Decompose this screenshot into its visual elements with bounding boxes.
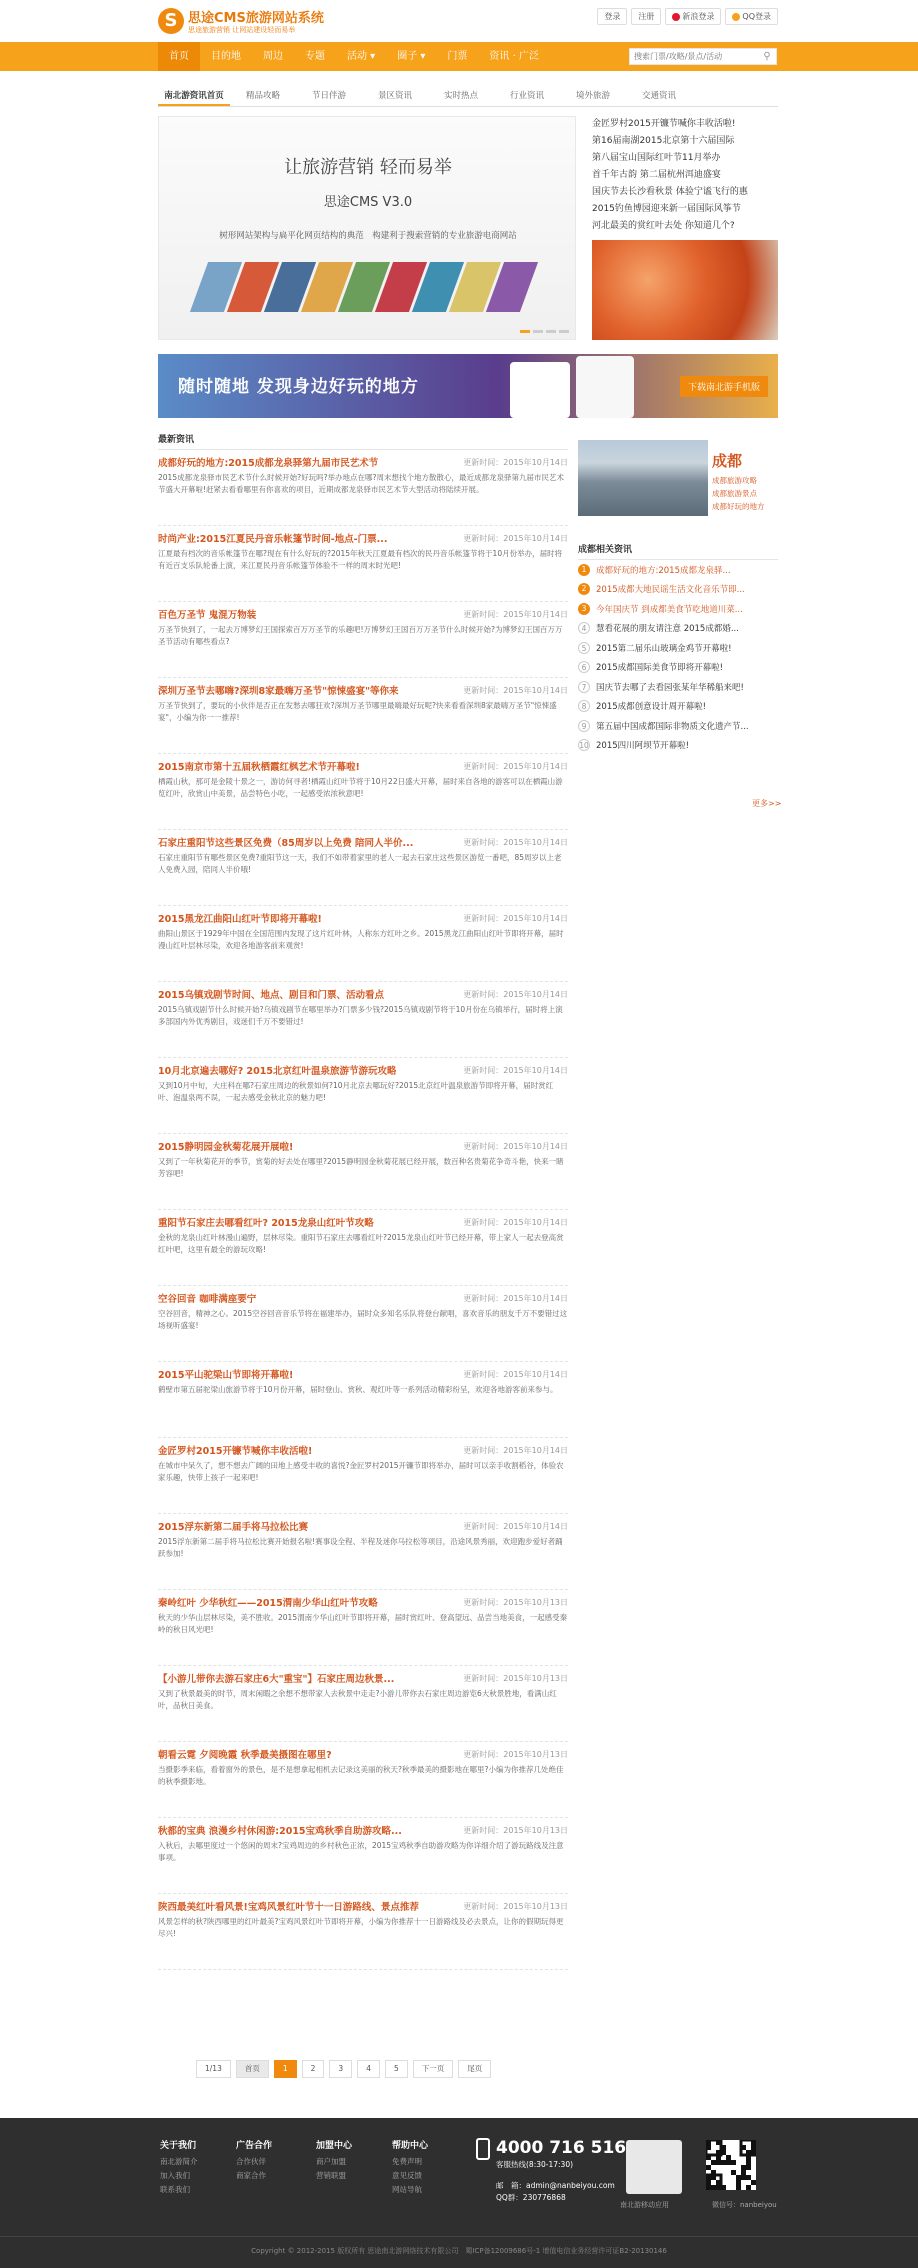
news-item xyxy=(158,1362,568,1438)
news-summary: 2015浮东新第二届手将马拉松比赛开始报名啦!赛事设全程、半程及迷你马拉松等项目，沿途风景秀丽，欢迎跑步爱好者踊跃参加! xyxy=(158,1537,563,1558)
subnav-transport[interactable]: 交通资讯 xyxy=(641,91,676,101)
news-summary: 鹤壁市第五届驼梁山旅游节将于10月份开幕，届时登山、赏秋、观红叶等一系列活动精彩纷呈，欢迎各地游客前来参与。 xyxy=(158,1385,558,1394)
rank-badge: 2 xyxy=(578,583,590,595)
news-title[interactable]: 成都好玩的地方:2015成都龙泉驿第九届市民艺术节 xyxy=(158,458,379,469)
city-name[interactable]: 成都 xyxy=(712,452,743,470)
page-button[interactable]: 1 xyxy=(274,2060,297,2078)
news-date: 更新时间：2015年10月14日 xyxy=(463,1217,568,1227)
footer-link[interactable]: 商家合作 xyxy=(236,2171,266,2180)
news-title[interactable]: 2015乌镇戏剧节时间、地点、剧目和门票、活动看点 xyxy=(158,990,384,1001)
news-item xyxy=(158,982,568,1058)
news-summary: 又到了一年秋菊花开的季节，赏菊的好去处在哪里?2015静明园金秋菊花展已经开展，数百种名贵菊花争奇斗艳，快来一睹芳容吧! xyxy=(158,1157,564,1178)
news-summary: 栖霞山秋，那可是金陵十景之一，游访何寻者!栖霞山红叶节将于10月22日盛大开幕，届时来自各地的游客可以在栖霞山游览红叶，欣赏山中美景，品尝特色小吃，一起感受浓浓秋意吧! xyxy=(158,777,563,798)
banner-tagline: 树形网站架构与扁平化网页结构的典范 构建利于搜索营销的专业旅游电商网站 xyxy=(219,231,517,241)
rank-badge: 5 xyxy=(578,642,590,654)
footer-col-help xyxy=(392,2138,428,2197)
more-link[interactable]: 更多>> xyxy=(752,799,782,808)
logo-text: 思途CMS旅游网站系统 xyxy=(188,11,324,26)
news-date: 更新时间：2015年10月14日 xyxy=(463,685,568,695)
contact-qq: QQ群：230776868 xyxy=(496,2193,566,2202)
footer-link[interactable]: 合作伙伴 xyxy=(236,2157,266,2166)
news-summary: 空谷回音，精神之心。2015空谷回音音乐节将在福建举办，届时众多知名乐队将登台献唱，喜欢音乐的朋友千万不要错过这场视听盛宴! xyxy=(158,1309,568,1330)
footer-col-heading: 关于我们 xyxy=(160,2141,197,2151)
footer-col-heading: 加盟中心 xyxy=(316,2141,353,2151)
news-title[interactable]: 陕西最美红叶看风景!宝鸡风景红叶节十一日游路线、景点推荐 xyxy=(158,1902,419,1913)
news-date: 更新时间：2015年10月14日 xyxy=(463,1521,568,1531)
subnav-overseas[interactable]: 境外旅游 xyxy=(575,91,610,101)
footer-link[interactable]: 意见反馈 xyxy=(392,2171,422,2180)
top-links xyxy=(597,8,778,25)
news-date: 更新时间：2015年10月13日 xyxy=(463,1901,568,1911)
news-summary: 石家庄重阳节有哪些景区免费?重阳节这一天，我们不如带着家里的老人一起去石家庄这些景区游览一番吧，85周岁以上老人免费入园，陪同人半价哦! xyxy=(158,853,562,874)
nav-item-destination[interactable]: 目的地 xyxy=(211,51,241,62)
autumn-leaves-image[interactable] xyxy=(592,240,778,340)
news-date: 更新时间：2015年10月13日 xyxy=(463,1749,568,1759)
subnav-hot[interactable]: 实时热点 xyxy=(443,91,478,101)
news-item-header xyxy=(158,1138,568,1154)
logo-subtitle: 思途旅游营销 让网站建设轻而易举 xyxy=(188,26,296,34)
subnav-scenic[interactable]: 景区资讯 xyxy=(377,91,412,101)
top-news-item[interactable]: 第八届宝山国际红叶节11月举办 xyxy=(592,153,721,163)
rank-badge: 1 xyxy=(578,564,590,576)
top-news-item[interactable]: 国庆节去长沙看秋景 体验宁谧飞行的惠 xyxy=(592,187,748,197)
top-news-item[interactable]: 河北最美的赏红叶去处 你知道几个? xyxy=(592,221,735,231)
news-item-header xyxy=(158,1290,568,1306)
news-item xyxy=(158,906,568,982)
news-item-header xyxy=(158,682,568,698)
news-title[interactable]: 空谷回音 咖啡满座要宁 xyxy=(158,1294,257,1305)
city-link[interactable]: 成都好玩的地方 xyxy=(712,502,765,511)
news-title[interactable]: 2015浮东新第二届手将马拉松比赛 xyxy=(158,1522,308,1533)
banner-headline: 让旅游营销 轻而易举 xyxy=(284,157,452,178)
nav-item-activities[interactable]: 活动 ▾ xyxy=(347,51,376,62)
news-item xyxy=(158,1666,568,1742)
city-link[interactable]: 成都旅游攻略 xyxy=(712,476,757,485)
download-app-button[interactable]: 下载南北游手机版 xyxy=(680,376,768,397)
news-summary: 又到10月中旬，大庄科在哪?石家庄周边的秋景如何?10月北京去哪玩好?2015北京红叶温泉旅游节即将开幕，届时赏红叶、泡温泉两不误，一起去感受金秋北京的魅力吧! xyxy=(158,1081,554,1102)
news-date: 更新时间：2015年10月14日 xyxy=(463,989,568,999)
related-news-item[interactable] xyxy=(578,716,778,736)
footer-link[interactable]: 网站导航 xyxy=(392,2185,422,2194)
page-button[interactable]: 3 xyxy=(329,2060,352,2078)
app-ad-banner[interactable] xyxy=(158,354,778,418)
news-date: 更新时间：2015年10月14日 xyxy=(463,761,568,771)
news-item xyxy=(158,1894,568,1970)
footer-link[interactable]: 联系我们 xyxy=(160,2185,190,2194)
weixin-caption: 微信号：nanbeiyou xyxy=(712,2201,777,2209)
news-item xyxy=(158,526,568,602)
ad-slogan: 随时随地 发现身边好玩的地方 xyxy=(178,377,419,397)
news-summary: 万圣节快到了，要玩的小伙伴是否正在发愁去哪狂欢?深圳万圣节哪里最嗨最好玩呢?快来看看深圳8家最嗨万圣节"惊悚盛宴"，小编为你一一推荐! xyxy=(158,701,557,722)
news-item-header xyxy=(158,1518,568,1534)
news-item-header xyxy=(158,1822,568,1838)
subnav-festivals[interactable]: 节日伴游 xyxy=(311,91,346,101)
news-date: 更新时间：2015年10月13日 xyxy=(463,1597,568,1607)
news-item xyxy=(158,1438,568,1514)
related-news-title: 2015四川阿坝节开幕啦! xyxy=(596,741,690,752)
related-news-title: 慧看花展的朋友请注意 2015成都婚... xyxy=(596,624,739,635)
rank-badge: 10 xyxy=(579,741,589,751)
news-date: 更新时间：2015年10月14日 xyxy=(463,609,568,619)
register-label: 注册 xyxy=(638,12,655,21)
news-title[interactable]: 百色万圣节 鬼混万物装 xyxy=(158,610,257,621)
news-item-header xyxy=(158,1594,568,1610)
related-news-heading: 成都相关资讯 xyxy=(578,542,778,560)
news-item-header xyxy=(158,1898,568,1914)
news-item-header xyxy=(158,1746,568,1762)
news-item xyxy=(158,1818,568,1894)
news-summary: 风景怎样的秋?陕西哪里的红叶最美?宝鸡风景红叶节即将开幕，小编为你推荐十一日游路线及必去景点，让你的假期玩得更尽兴! xyxy=(158,1917,564,1938)
footer-divider xyxy=(0,2236,918,2237)
news-date: 更新时间：2015年10月14日 xyxy=(463,533,568,543)
news-summary: 在城市中呆久了，想不想去广阔的田地上感受丰收的喜悦?金匠罗村2015开镰节即将举办，届时可以亲手收割稻谷，体验农家乐趣，快带上孩子一起来吧! xyxy=(158,1461,564,1482)
banner-pager[interactable] xyxy=(520,330,569,333)
news-summary: 万圣节快到了，一起去万博梦幻王国探索百万万圣节的乐趣吧!万博梦幻王国百万万圣节什么时候开始?为博梦幻王国百万万圣节活动有哪些看点? xyxy=(158,625,563,646)
register-link[interactable] xyxy=(631,8,661,25)
news-date: 更新时间：2015年10月13日 xyxy=(463,1825,568,1835)
news-item xyxy=(158,678,568,754)
page-button[interactable]: 5 xyxy=(385,2060,408,2078)
hotline-number: 4000 716 516 xyxy=(496,2138,627,2158)
news-item xyxy=(158,602,568,678)
subnav-guides[interactable]: 精品攻略 xyxy=(245,91,280,101)
related-news-item[interactable] xyxy=(578,599,778,619)
last-page-button[interactable]: 尾页 xyxy=(458,2060,491,2078)
news-summary: 2015乌镇戏剧节什么时候开始?乌镇戏剧节在哪里举办?门票多少钱?2015乌镇戏剧节将于10月份在乌镇举行，届时将上演多部国内外优秀剧目，戏迷们千万不要错过! xyxy=(158,1005,563,1026)
weixin-qr-code xyxy=(706,2140,756,2190)
related-news-title: 今年国庆节 到成都美食节吃地道川菜... xyxy=(596,604,743,615)
news-item xyxy=(158,1742,568,1818)
news-summary: 秋天的少华山层林尽染，美不胜收。2015渭南少华山红叶节即将开幕，届时赏红叶、登高望远、品尝当地美食，一起感受秦岭的秋日风光吧! xyxy=(158,1613,568,1634)
related-news-title: 2015第二届乐山玻璃金鸡节开幕啦! xyxy=(596,643,732,654)
news-title[interactable]: 2015静明园金秋菊花展开展啦! xyxy=(158,1142,294,1153)
news-item xyxy=(158,754,568,830)
news-summary: 曲阳山景区于1929年中国在全国范围内发现了这片红叶林，人称东方红叶之乡。2015黑龙江曲阳山红叶节即将开幕，届时漫山红叶层林尽染，欢迎各地游客前来观赏! xyxy=(158,929,564,950)
news-item-header xyxy=(158,454,568,470)
news-title[interactable]: 【小游儿带你去游石家庄6大"重宝"】石家庄周边秋景... xyxy=(158,1674,395,1685)
search-icon[interactable]: ⚲ xyxy=(763,51,771,62)
news-item xyxy=(158,1134,568,1210)
top-news-item[interactable]: 首千年古韵 第二届杭州洱迪盛宴 xyxy=(592,170,721,180)
news-item-header xyxy=(158,986,568,1002)
app-caption: 南北游移动应用 xyxy=(620,2201,669,2209)
news-item xyxy=(158,1514,568,1590)
news-item-header xyxy=(158,834,568,850)
city-block xyxy=(578,440,778,518)
news-item xyxy=(158,1590,568,1666)
contact-email[interactable]: 邮 箱：admin@nanbeiyou.com xyxy=(496,2181,615,2190)
nav-item-tickets[interactable]: 门票 xyxy=(447,51,468,62)
city-links xyxy=(712,474,765,513)
news-item-header xyxy=(158,1214,568,1230)
footer-link[interactable]: 免费声明 xyxy=(392,2157,422,2166)
news-title[interactable]: 朝看云霓 夕阅晚霞 秋季最美摄图在哪里? xyxy=(158,1750,332,1761)
news-title[interactable]: 金匠罗村2015开镰节喊你丰收活啦! xyxy=(158,1446,313,1457)
city-image[interactable] xyxy=(578,440,708,516)
phone-icon xyxy=(476,2138,490,2160)
subnav-industry[interactable]: 行业资讯 xyxy=(509,91,544,101)
news-item xyxy=(158,1286,568,1362)
first-page-button[interactable]: 首页 xyxy=(236,2060,269,2078)
news-item-header xyxy=(158,606,568,622)
news-item xyxy=(158,830,568,906)
news-title[interactable]: 重阳节石家庄去哪看红叶? 2015龙泉山红叶节攻略 xyxy=(158,1218,374,1229)
weibo-login-label: 新浪登录 xyxy=(682,12,715,21)
search-box xyxy=(629,48,777,65)
nav-item-nearby[interactable]: 周边 xyxy=(263,51,283,62)
login-link[interactable] xyxy=(597,8,627,25)
related-news-title: 2015成都创意设计周开幕啦! xyxy=(596,702,707,713)
related-news-item[interactable] xyxy=(578,619,778,639)
news-summary: 2015成都龙泉驿市民艺术节什么时候开始?好玩吗?举办地点在哪?周末想找个地方散散心，最近成都龙泉驿第九届市民艺术节盛大开幕啦!赶紧去看看哪里有你喜欢的项目，近期成都龙泉驿市民艺术节大型活动将陆续开展。 xyxy=(158,473,565,494)
news-item xyxy=(158,1210,568,1286)
news-title[interactable]: 2015南京市第十五届秋栖霞红枫艺术节开幕啦! xyxy=(158,762,360,773)
related-news-item[interactable] xyxy=(578,736,778,756)
news-item-header xyxy=(158,1062,568,1078)
footer-col-ads xyxy=(236,2138,272,2183)
news-item xyxy=(158,1058,568,1134)
related-news-title: 成都好玩的地方:2015成都龙泉驿... xyxy=(596,565,731,576)
related-news-item[interactable] xyxy=(578,580,778,600)
rank-badge: 9 xyxy=(578,720,590,732)
news-item-header xyxy=(158,1366,568,1382)
footer-col-heading: 广告合作 xyxy=(236,2141,273,2151)
related-news-item[interactable] xyxy=(578,658,778,678)
news-date: 更新时间：2015年10月14日 xyxy=(463,1445,568,1455)
news-title[interactable]: 2015平山驼梁山节即将开幕啦! xyxy=(158,1370,294,1381)
news-title[interactable]: 石家庄重阳节这些景区免费（85周岁以上免费 陪同人半价... xyxy=(158,838,414,849)
site-logo[interactable] xyxy=(158,6,324,36)
news-date: 更新时间：2015年10月14日 xyxy=(463,913,568,923)
pagination xyxy=(196,2060,491,2078)
weibo-icon xyxy=(672,13,680,21)
footer-col-about xyxy=(160,2138,198,2197)
subnav-news-home[interactable]: 南北游资讯首页 xyxy=(158,87,230,106)
nav-item-home[interactable]: 首页 xyxy=(158,42,200,71)
next-page-button[interactable]: 下一页 xyxy=(413,2060,454,2078)
news-title[interactable]: 时尚产业:2015江夏民丹音乐帐篷节时间-地点-门票... xyxy=(158,534,388,545)
news-summary: 金秋的龙泉山红叶林漫山遍野，层林尽染。重阳节石家庄去哪看红叶?2015龙泉山红叶节已经开幕，带上家人一起去登高赏红叶吧，这里有最全的游玩攻略! xyxy=(158,1233,564,1254)
news-date: 更新时间：2015年10月14日 xyxy=(463,837,568,847)
news-item-header xyxy=(158,530,568,546)
city-link[interactable]: 成都旅游景点 xyxy=(712,489,757,498)
related-news-title: 2015成都国际美食节即将开幕啦! xyxy=(596,663,724,674)
related-news-item[interactable] xyxy=(578,638,778,658)
related-news-item[interactable] xyxy=(578,560,778,580)
news-summary: 江夏最有档次的音乐帐篷节在哪?现在有什么好玩的?2015年秋天江夏最有档次的民丹音乐帐篷节将于10月份举办，届时将有近百支乐队轮番上演，来江夏民丹音乐帐篷节体验不一样的周末时光吧! xyxy=(158,549,563,570)
related-news-title: 国庆节去哪了去看园张某年华稀船来吧! xyxy=(596,682,744,693)
news-title[interactable]: 2015黑龙江曲阳山红叶节即将开幕啦! xyxy=(158,914,322,925)
sub-nav xyxy=(158,87,778,107)
news-date: 更新时间：2015年10月14日 xyxy=(463,457,568,467)
phone-mockup xyxy=(510,362,570,418)
news-summary: 入秋后，去哪里度过一个悠闲的周末?宝鸡周边的乡村秋色正浓，2015宝鸡秋季自助游攻略为你详细介绍了游玩路线及注意事项。 xyxy=(158,1841,564,1862)
copyright: Copyright © 2012-2015 版权所有 思途南北游网络技术有限公司 蜀ICP备12009686号-1 增值电信业务经营许可证B2-20130146 xyxy=(251,2247,667,2255)
news-item-header xyxy=(158,910,568,926)
news-list xyxy=(158,450,568,1970)
news-date: 更新时间：2015年10月14日 xyxy=(463,1369,568,1379)
top-news-item[interactable]: 金匠罗村2015开镰节喊你丰收活啦! xyxy=(592,119,736,129)
news-title[interactable]: 秦岭红叶 少华秋红——2015渭南少华山红叶节攻略 xyxy=(158,1598,378,1609)
related-news-list xyxy=(578,560,778,755)
news-title[interactable]: 秋都的宝典 浪漫乡村休闲游:2015宝鸡秋季自助游攻略... xyxy=(158,1826,402,1837)
news-item-header xyxy=(158,1670,568,1686)
nav-item-news[interactable]: 资讯 · 广泛 xyxy=(489,51,539,62)
news-summary: 当摄影季来临，看着窗外的景色，是不是想拿起相机去记录这美丽的秋天?秋季最美的摄影地在哪里?小编为你推荐几处绝佳的秋季摄影地。 xyxy=(158,1765,564,1786)
rank-badge: 4 xyxy=(578,622,590,634)
banner-product: 思途CMS V3.0 xyxy=(323,195,413,210)
nav-item-circles[interactable]: 圈子 ▾ xyxy=(397,51,426,62)
rank-badge: 6 xyxy=(578,661,590,673)
banner-screenshots xyxy=(190,262,538,312)
footer xyxy=(0,2118,918,2268)
rank-badge: 3 xyxy=(578,603,590,615)
related-news-title: 第五届中国成都国际非物质文化遗产节... xyxy=(596,721,749,732)
news-title[interactable]: 深圳万圣节去哪嗨?深圳8家最嗨万圣节"惊悚盛宴"等你来 xyxy=(158,686,399,697)
top-bar xyxy=(0,0,918,42)
hotline-hours: 客服热线(8:30-17:30) xyxy=(496,2160,574,2169)
news-date: 更新时间：2015年10月13日 xyxy=(463,1673,568,1683)
news-date: 更新时间：2015年10月14日 xyxy=(463,1293,568,1303)
related-news-title: 2015成都大地民谣生活文化音乐节即... xyxy=(596,585,745,596)
page-button[interactable]: 4 xyxy=(357,2060,380,2078)
footer-link[interactable]: 营销联盟 xyxy=(316,2171,346,2180)
weibo-login-link[interactable] xyxy=(665,8,721,25)
page-count: 1/13 xyxy=(196,2060,231,2078)
hero-banner[interactable] xyxy=(158,116,576,340)
footer-link[interactable]: 加入我们 xyxy=(160,2171,190,2180)
news-date: 更新时间：2015年10月14日 xyxy=(463,1065,568,1075)
news-heading: 最新资讯 xyxy=(158,432,568,450)
related-news-item[interactable] xyxy=(578,697,778,717)
top-news-item[interactable]: 2015钓鱼博园迎来新一届国际风筝节 xyxy=(592,204,741,214)
news-item-header xyxy=(158,1442,568,1458)
phone-mockup xyxy=(576,356,634,418)
news-title[interactable]: 10月北京遍去哪好? 2015北京红叶温泉旅游节游玩攻略 xyxy=(158,1066,397,1077)
news-item xyxy=(158,450,568,526)
footer-col-join xyxy=(316,2138,352,2183)
page-button[interactable]: 2 xyxy=(302,2060,325,2078)
main-nav xyxy=(0,42,918,71)
mobile-app-image[interactable] xyxy=(626,2140,682,2194)
nav-item-topics[interactable]: 专题 xyxy=(305,51,325,62)
rank-badge: 7 xyxy=(578,681,590,693)
logo-icon: S xyxy=(158,8,184,34)
qq-icon xyxy=(732,13,740,21)
related-news-item[interactable] xyxy=(578,677,778,697)
qq-login-link[interactable] xyxy=(725,8,778,25)
footer-link[interactable]: 南北游简介 xyxy=(160,2157,198,2166)
search-input[interactable] xyxy=(630,52,758,61)
news-summary: 又到了秋景最美的时节，周末闲暇之余想不想带家人去秋景中走走?小游儿带你去石家庄周边游览6大秋景胜地，看满山红叶，品秋日美食。 xyxy=(158,1689,557,1710)
footer-link[interactable]: 商户加盟 xyxy=(316,2157,346,2166)
top-news-list xyxy=(592,116,782,235)
rank-badge: 8 xyxy=(578,700,590,712)
news-item-header xyxy=(158,758,568,774)
login-label: 登录 xyxy=(604,12,621,21)
top-news-item[interactable]: 第16届南湖2015北京第十六届国际 xyxy=(592,136,735,146)
qq-login-label: QQ登录 xyxy=(742,12,771,21)
news-date: 更新时间：2015年10月14日 xyxy=(463,1141,568,1151)
footer-col-heading: 帮助中心 xyxy=(392,2141,429,2151)
